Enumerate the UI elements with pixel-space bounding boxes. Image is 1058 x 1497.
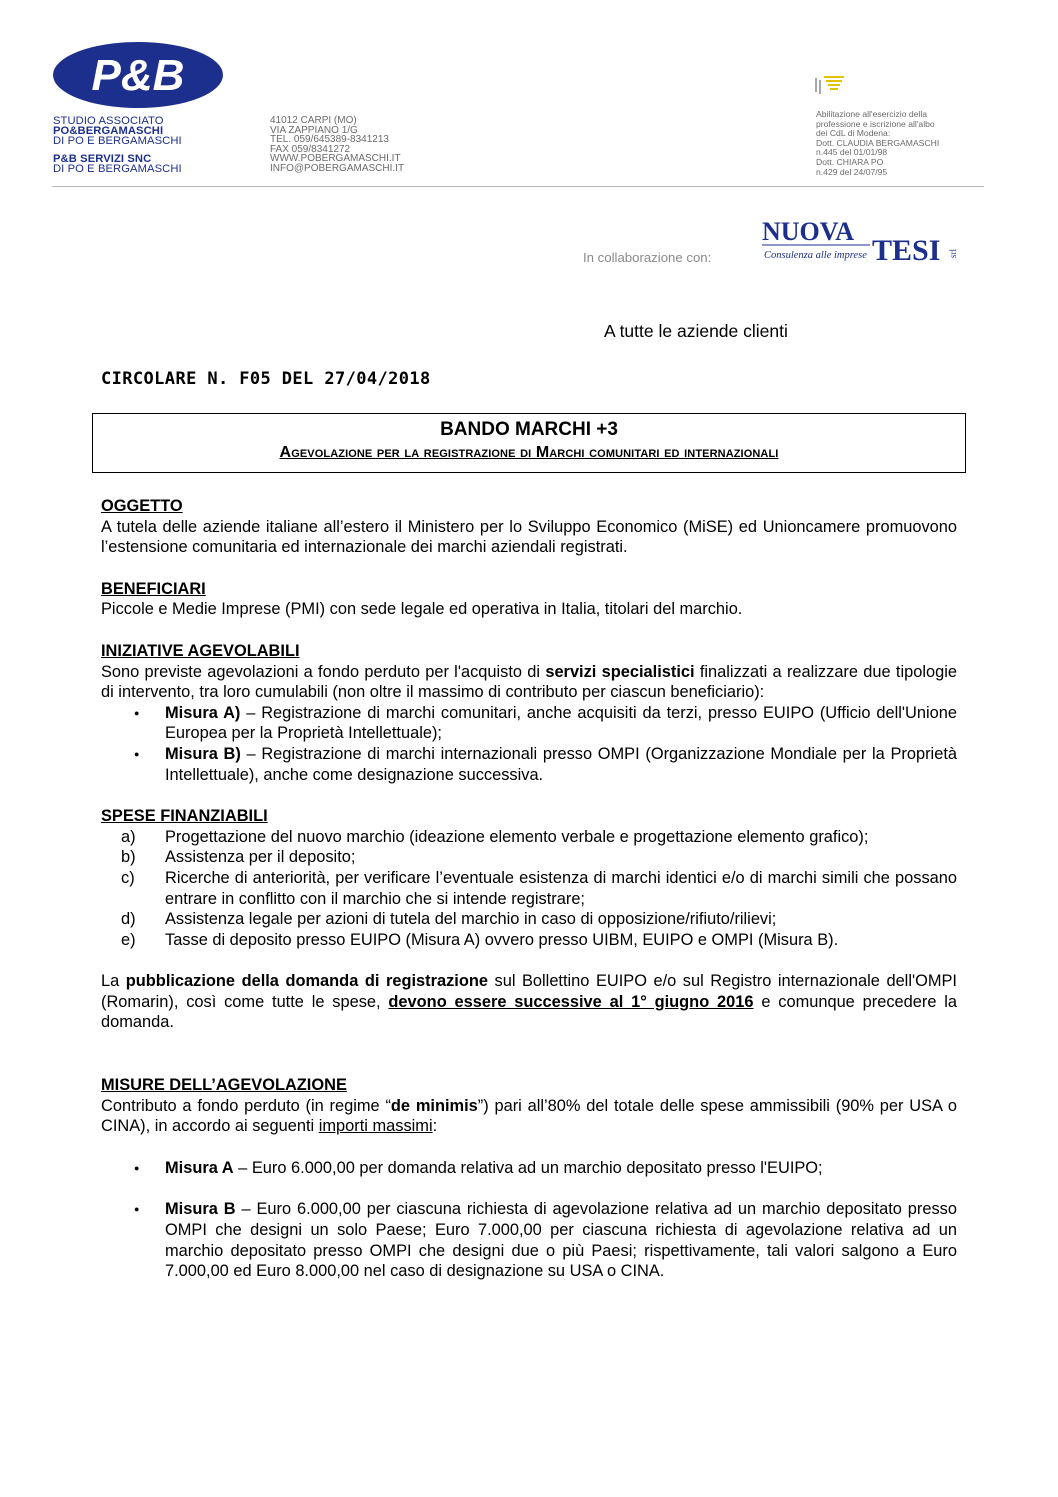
contact-email: INFO@POBERGAMASCHI.IT <box>270 162 405 174</box>
contact-website: WWW.POBERGAMASCHI.IT <box>270 153 401 165</box>
servizi-line: P&B SERVIZI SNC <box>53 153 152 165</box>
list-item: c) Ricerche di anteriorità, per verificare l’eventuale esistenza di marchi identici e/o di marchi simili che possano entrare in conflitto con il marchio che si intende registrare; <box>121 868 957 908</box>
section-heading-iniziative: INIZIATIVE AGEVOLABILI <box>101 641 300 660</box>
section-heading-beneficiari: BENEFICIARI <box>101 579 206 598</box>
list-item: ● Misura A – Euro 6.000,00 per domanda relativa ad un marchio depositato presso l'EUIPO; <box>165 1158 957 1179</box>
pb-logo-text: P&B <box>91 51 185 100</box>
list-spacer <box>165 1178 957 1199</box>
abilitazione-block <box>816 110 939 177</box>
studio-line: DI PO E BERGAMASCHI <box>53 135 182 147</box>
nuova-logo-tagline: Consulenza alle imprese <box>764 250 867 261</box>
spese-note: La pubblicazione della domanda di registrazione sul Bollettino EUIPO e/o sul Registro internazionale dell'OMPI (Romarin), così come tutte le spese, devono essere successive al 1° giugno 2016 e comunque precedere la domanda. <box>101 972 958 1032</box>
abil-line: professione e iscrizione all'albo <box>816 118 935 129</box>
contact-address: 41012 CARPI (MO) <box>270 115 357 126</box>
contact-fax: FAX 059/8341272 <box>270 143 351 155</box>
header-divider <box>52 186 984 187</box>
misure-list <box>101 1158 957 1282</box>
abil-line: dei CdL di Modena: <box>816 128 891 139</box>
list-item: b) Assistenza per il deposito; <box>121 848 356 867</box>
studio-line: PO&BERGAMASCHI <box>53 125 164 137</box>
contact-street: VIA ZAPPIANO 1/G <box>270 124 358 136</box>
iniziative-list <box>101 703 957 785</box>
circolare-number: CIRCOLARE N. F05 DEL 27/04/2018 <box>101 369 431 389</box>
iniziative-intro: Sono previste agevolazioni a fondo perduto per l'acquisto di servizi specialistici finalizzati a realizzare due tipologie di intervento, tra loro cumulabili (non oltre il massimo di contributo per ciascun beneficiario): <box>101 662 957 702</box>
section-heading-spese: SPESE FINANZIABILI <box>101 807 268 826</box>
servizi-line: DI PO E BERGAMASCHI <box>53 163 182 175</box>
abilitazione-logo-icon <box>814 74 848 96</box>
list-item: ● Misura A) – Registrazione di marchi comunitari, anche acquisiti da terzi, presso EUIPO (Ufficio dell'Unione Europea per la Proprietà Intellettuale); <box>165 703 957 744</box>
misure-intro: Contributo a fondo perduto (in regime “de minimis”) pari all’80% del totale delle spese ammissibili (90% per USA o CINA), in accordo ai seguenti importi massimi: <box>101 1096 957 1136</box>
studio-name-block <box>53 116 182 174</box>
oggetto-text: A tutela delle aziende italiane all’estero il Ministero per lo Sviluppo Economico (MiSE) ed Unioncamere promuovono l’estensione comunitaria ed internazionale dei marchi aziendali registrati. <box>101 517 957 557</box>
collab-label: In collaborazione con: <box>583 250 712 265</box>
abil-line: Dott. CLAUDIA BERGAMASCHI <box>816 137 940 148</box>
spese-list <box>101 827 957 951</box>
title-box <box>92 413 966 473</box>
document-title: BANDO MARCHI +3 <box>440 419 618 440</box>
recipients-line: A tutte le aziende clienti <box>604 321 788 341</box>
document-body <box>101 496 957 1282</box>
beneficiari-text: Piccole e Medie Imprese (PMI) con sede legale ed operativa in Italia, titolari del marchio. <box>101 600 743 619</box>
list-item: e) Tasse di deposito presso EUIPO (Misura A) ovvero presso UIBM, EUIPO e OMPI (Misura B). <box>121 930 839 949</box>
section-heading-misure: MISURE DELL’AGEVOLAZIONE <box>101 1076 347 1095</box>
abil-line: Dott. CHIARA PO <box>816 156 884 167</box>
contact-block <box>270 116 404 174</box>
document-subtitle: Agevolazione per la registrazione di Marchi comunitari ed internazionali <box>279 444 779 461</box>
list-item: ● Misura B – Euro 6.000,00 per ciascuna richiesta di agevolazione relativa ad un marchio depositato presso OMPI che designi un solo Paese; Euro 7.000,00 per ciascuna richiesta di agevolazione relativa ad un marchio depositato presso OMPI che designi due o più Paesi; rispettivamente, tali valori salgono a Euro 7.000,00 ed Euro 8.000,00 nel caso di designazione su USA o CINA. <box>165 1199 957 1281</box>
pb-logo <box>52 40 224 110</box>
abil-line: n.445 del 01/01/98 <box>816 147 888 158</box>
contact-phone: TEL. 059/645389-8341213 <box>270 134 389 146</box>
list-item: d) Assistenza legale per azioni di tutela del marchio in caso di opposizione/rifiuto/rilievi; <box>121 910 777 929</box>
list-item: ● Misura B) – Registrazione di marchi internazionali presso OMPI (Organizzazione Mondiale per la Proprietà Intellettuale), anche come designazione successiva. <box>165 744 957 785</box>
list-item: a) Progettazione del nuovo marchio (ideazione elemento verbale e progettazione elemento grafico); <box>121 827 869 846</box>
nuova-tesi-logo <box>760 214 964 266</box>
section-heading-oggetto: OGGETTO <box>101 497 183 515</box>
tesi-logo-name: TESI <box>872 234 941 266</box>
nuova-logo-name: NUOVA <box>762 217 854 246</box>
studio-line: STUDIO ASSOCIATO <box>53 115 164 127</box>
abil-line: Abilitazione all'esercizio della <box>816 109 928 119</box>
tesi-logo-suffix: srl <box>948 249 958 258</box>
abil-line: n.429 del 24/07/95 <box>816 166 888 177</box>
